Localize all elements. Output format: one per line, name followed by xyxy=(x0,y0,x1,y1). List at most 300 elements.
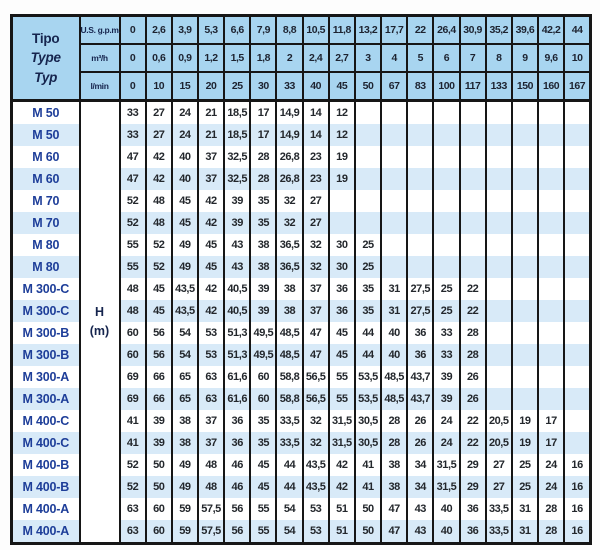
flow-value-cell: 50 xyxy=(355,72,381,101)
flow-value-cell: 3,9 xyxy=(172,16,198,45)
head-value-cell xyxy=(407,234,433,256)
flow-value-cell: 2 xyxy=(276,44,302,72)
head-value-cell xyxy=(381,190,407,212)
head-value-cell: 48,5 xyxy=(381,388,407,410)
head-value-cell: 55 xyxy=(329,366,355,388)
head-value-cell xyxy=(512,388,538,410)
head-value-cell xyxy=(538,212,564,234)
head-value-cell: 14,9 xyxy=(276,101,302,125)
head-value-cell: 55 xyxy=(250,498,276,520)
head-value-cell: 54 xyxy=(172,322,198,344)
head-value-cell xyxy=(460,212,486,234)
head-value-cell xyxy=(381,234,407,256)
flow-value-cell: 10,5 xyxy=(303,16,329,45)
head-value-cell xyxy=(564,256,590,278)
head-value-cell xyxy=(486,146,512,168)
head-value-cell: 58,8 xyxy=(276,388,302,410)
head-value-cell: 61,6 xyxy=(224,366,250,388)
head-value-cell: 24 xyxy=(172,101,198,125)
head-value-cell: 59 xyxy=(172,498,198,520)
head-value-cell: 41 xyxy=(355,476,381,498)
head-value-cell: 50 xyxy=(146,476,172,498)
head-value-cell xyxy=(486,190,512,212)
head-value-cell: 35 xyxy=(250,410,276,432)
head-value-cell xyxy=(512,256,538,278)
head-value-cell: 53 xyxy=(303,498,329,520)
head-value-cell: 47 xyxy=(120,168,146,190)
head-value-cell: 44 xyxy=(276,454,302,476)
head-value-cell: 16 xyxy=(564,454,590,476)
unit-label-m3h: m³/h xyxy=(80,44,120,72)
head-axis-unit: (m) xyxy=(89,324,110,338)
head-value-cell: 32 xyxy=(303,410,329,432)
head-value-cell: 30,5 xyxy=(355,432,381,454)
flow-value-cell: 150 xyxy=(512,72,538,101)
head-value-cell: 52 xyxy=(146,234,172,256)
head-value-cell: 33 xyxy=(433,344,459,366)
pump-performance-table xyxy=(10,14,592,545)
model-name-cell: M 400-C xyxy=(12,410,80,432)
head-value-cell xyxy=(564,366,590,388)
head-value-cell: 26 xyxy=(407,410,433,432)
head-value-cell xyxy=(538,101,564,125)
head-value-cell xyxy=(512,212,538,234)
head-value-cell: 56 xyxy=(146,344,172,366)
head-value-cell xyxy=(512,366,538,388)
head-value-cell: 44 xyxy=(276,476,302,498)
head-value-cell: 31 xyxy=(381,278,407,300)
head-value-cell xyxy=(512,234,538,256)
head-value-cell: 24 xyxy=(538,476,564,498)
head-value-cell: 17 xyxy=(250,124,276,146)
head-value-cell xyxy=(564,410,590,432)
head-value-cell: 30,5 xyxy=(355,410,381,432)
head-value-cell xyxy=(433,168,459,190)
head-value-cell: 36 xyxy=(460,520,486,544)
head-value-cell: 69 xyxy=(120,388,146,410)
head-value-cell: 37 xyxy=(198,410,224,432)
head-value-cell: 69 xyxy=(120,366,146,388)
head-value-cell: 12 xyxy=(329,124,355,146)
head-value-cell: 56 xyxy=(146,322,172,344)
head-value-cell xyxy=(407,124,433,146)
head-value-cell: 28 xyxy=(250,168,276,190)
head-value-cell: 35 xyxy=(355,300,381,322)
head-value-cell: 58,8 xyxy=(276,366,302,388)
head-value-cell: 43,5 xyxy=(303,476,329,498)
head-value-cell xyxy=(512,278,538,300)
head-value-cell: 53 xyxy=(198,322,224,344)
head-value-cell: 23 xyxy=(303,168,329,190)
head-value-cell xyxy=(433,146,459,168)
head-value-cell: 19 xyxy=(329,146,355,168)
head-value-cell: 48 xyxy=(120,278,146,300)
head-value-cell: 43,5 xyxy=(172,300,198,322)
head-value-cell: 48 xyxy=(198,476,224,498)
flow-value-cell: 2,7 xyxy=(329,44,355,72)
head-value-cell: 47 xyxy=(381,520,407,544)
head-value-cell: 27 xyxy=(146,124,172,146)
head-value-cell: 56 xyxy=(224,520,250,544)
head-value-cell: 54 xyxy=(276,520,302,544)
flow-value-cell: 1,5 xyxy=(224,44,250,72)
head-value-cell xyxy=(433,212,459,234)
head-value-cell: 31 xyxy=(512,498,538,520)
head-value-cell: 45 xyxy=(198,234,224,256)
head-value-cell: 42 xyxy=(198,190,224,212)
head-value-cell: 27 xyxy=(303,212,329,234)
head-value-cell: 17 xyxy=(250,101,276,125)
head-value-cell: 42 xyxy=(329,476,355,498)
head-value-cell: 32 xyxy=(276,212,302,234)
flow-value-cell: 39,6 xyxy=(512,16,538,45)
head-value-cell: 65 xyxy=(172,366,198,388)
head-value-cell: 52 xyxy=(120,212,146,234)
head-value-cell: 40 xyxy=(172,168,198,190)
head-value-cell: 39 xyxy=(433,366,459,388)
head-value-cell: 25 xyxy=(433,300,459,322)
head-meters-axis-cell xyxy=(80,101,120,544)
head-value-cell: 39 xyxy=(433,388,459,410)
head-value-cell xyxy=(381,212,407,234)
head-value-cell: 14 xyxy=(303,124,329,146)
head-value-cell: 33 xyxy=(120,124,146,146)
flow-value-cell: 133 xyxy=(486,72,512,101)
head-value-cell: 60 xyxy=(250,388,276,410)
head-value-cell: 36 xyxy=(224,432,250,454)
head-value-cell: 19 xyxy=(512,410,538,432)
head-value-cell: 45 xyxy=(198,256,224,278)
head-value-cell: 28 xyxy=(460,322,486,344)
head-value-cell: 31,5 xyxy=(329,410,355,432)
head-value-cell xyxy=(512,124,538,146)
head-value-cell: 42 xyxy=(198,278,224,300)
head-value-cell: 36 xyxy=(329,300,355,322)
head-value-cell xyxy=(460,168,486,190)
head-value-cell: 49,5 xyxy=(250,344,276,366)
head-value-cell xyxy=(407,168,433,190)
head-value-cell: 31,5 xyxy=(433,454,459,476)
head-value-cell: 59 xyxy=(172,520,198,544)
head-value-cell: 51,3 xyxy=(224,322,250,344)
flow-value-cell: 30 xyxy=(250,72,276,101)
head-value-cell: 37 xyxy=(303,278,329,300)
head-value-cell: 28 xyxy=(381,432,407,454)
head-value-cell: 40,5 xyxy=(224,278,250,300)
head-value-cell: 52 xyxy=(120,190,146,212)
flow-value-cell: 8 xyxy=(486,44,512,72)
head-value-cell: 48,5 xyxy=(276,322,302,344)
lmin-header-row xyxy=(12,72,591,101)
head-value-cell: 53 xyxy=(303,520,329,544)
head-value-cell xyxy=(564,234,590,256)
head-value-cell: 35 xyxy=(355,278,381,300)
head-value-cell: 37 xyxy=(198,146,224,168)
head-value-cell: 38 xyxy=(276,300,302,322)
head-value-cell: 48 xyxy=(198,454,224,476)
head-axis-label: H xyxy=(94,305,105,320)
flow-value-cell: 7,9 xyxy=(250,16,276,45)
head-value-cell: 39 xyxy=(224,212,250,234)
flow-value-cell: 0 xyxy=(120,72,146,101)
flow-value-cell: 44 xyxy=(564,16,590,45)
tipo-label: Tipo xyxy=(32,30,60,46)
head-value-cell xyxy=(486,278,512,300)
head-value-cell xyxy=(564,101,590,125)
head-value-cell: 20,5 xyxy=(486,410,512,432)
flow-value-cell: 13,2 xyxy=(355,16,381,45)
head-value-cell: 36 xyxy=(407,344,433,366)
head-value-cell: 26,8 xyxy=(276,168,302,190)
head-value-cell xyxy=(460,124,486,146)
head-value-cell: 33 xyxy=(433,322,459,344)
head-value-cell: 22 xyxy=(460,410,486,432)
head-value-cell: 25 xyxy=(355,234,381,256)
head-value-cell xyxy=(538,146,564,168)
model-name-cell: M 70 xyxy=(12,212,80,234)
head-value-cell: 42 xyxy=(146,146,172,168)
head-value-cell: 47 xyxy=(120,146,146,168)
model-name-cell: M 300-A xyxy=(12,388,80,410)
head-value-cell xyxy=(486,234,512,256)
head-value-cell xyxy=(381,256,407,278)
head-value-cell xyxy=(564,432,590,454)
head-value-cell: 26 xyxy=(407,432,433,454)
head-value-cell xyxy=(512,101,538,125)
head-value-cell: 55 xyxy=(120,256,146,278)
head-value-cell: 21 xyxy=(198,124,224,146)
head-value-cell: 43,7 xyxy=(407,388,433,410)
head-value-cell: 57,5 xyxy=(198,520,224,544)
model-name-cell: M 400-A xyxy=(12,498,80,520)
flow-value-cell: 9 xyxy=(512,44,538,72)
head-value-cell: 40 xyxy=(172,146,198,168)
head-value-cell: 16 xyxy=(564,498,590,520)
flow-value-cell: 11,8 xyxy=(329,16,355,45)
head-value-cell: 32 xyxy=(303,432,329,454)
flow-value-cell: 83 xyxy=(407,72,433,101)
head-value-cell: 56,5 xyxy=(303,366,329,388)
head-value-cell xyxy=(355,101,381,125)
head-value-cell xyxy=(407,146,433,168)
head-value-cell: 49,5 xyxy=(250,322,276,344)
head-value-cell xyxy=(355,146,381,168)
head-value-cell: 47 xyxy=(303,344,329,366)
head-value-cell xyxy=(538,190,564,212)
flow-value-cell: 17,7 xyxy=(381,16,407,45)
model-name-cell: M 400-C xyxy=(12,432,80,454)
head-value-cell: 16 xyxy=(564,476,590,498)
model-name-cell: M 400-A xyxy=(12,520,80,544)
head-value-cell: 36 xyxy=(407,322,433,344)
head-value-cell: 41 xyxy=(355,454,381,476)
head-value-cell: 55 xyxy=(250,520,276,544)
head-value-cell: 45 xyxy=(146,300,172,322)
head-value-cell: 25 xyxy=(512,454,538,476)
head-value-cell: 38 xyxy=(172,410,198,432)
flow-value-cell: 117 xyxy=(460,72,486,101)
head-value-cell: 28 xyxy=(538,520,564,544)
flow-value-cell: 5 xyxy=(407,44,433,72)
head-value-cell xyxy=(512,344,538,366)
head-value-cell xyxy=(433,234,459,256)
head-value-cell xyxy=(433,101,459,125)
head-value-cell: 38 xyxy=(381,476,407,498)
type-label: Type xyxy=(30,50,61,66)
head-value-cell: 31,5 xyxy=(329,432,355,454)
head-value-cell: 47 xyxy=(303,322,329,344)
flow-rate-header xyxy=(12,16,591,101)
head-value-cell xyxy=(433,256,459,278)
head-value-cell: 65 xyxy=(172,388,198,410)
head-value-cell: 38 xyxy=(172,432,198,454)
head-value-cell: 24 xyxy=(172,124,198,146)
head-value-cell: 52 xyxy=(146,256,172,278)
head-value-cell xyxy=(564,300,590,322)
flow-value-cell: 45 xyxy=(329,72,355,101)
head-value-cell: 17 xyxy=(538,410,564,432)
head-value-cell: 37 xyxy=(303,300,329,322)
head-values-body xyxy=(12,101,591,544)
head-value-cell xyxy=(538,344,564,366)
head-value-cell xyxy=(538,322,564,344)
model-name-cell: M 300-B xyxy=(12,344,80,366)
m3h-header-row xyxy=(12,44,591,72)
flow-value-cell: 20 xyxy=(198,72,224,101)
head-value-cell: 40 xyxy=(433,498,459,520)
head-value-cell: 33 xyxy=(120,101,146,125)
flow-value-cell: 2,6 xyxy=(146,16,172,45)
head-value-cell: 22 xyxy=(460,432,486,454)
head-value-cell: 52 xyxy=(120,454,146,476)
head-value-cell: 53,5 xyxy=(355,366,381,388)
head-value-cell: 31 xyxy=(381,300,407,322)
flow-value-cell: 0 xyxy=(120,44,146,72)
head-value-cell: 37 xyxy=(198,432,224,454)
head-value-cell: 54 xyxy=(172,344,198,366)
head-value-cell xyxy=(407,256,433,278)
head-value-cell: 46 xyxy=(224,476,250,498)
head-value-cell: 39 xyxy=(250,300,276,322)
head-value-cell: 35 xyxy=(250,212,276,234)
head-value-cell: 45 xyxy=(172,212,198,234)
head-value-cell: 17 xyxy=(538,432,564,454)
head-value-cell xyxy=(512,168,538,190)
head-value-cell: 36 xyxy=(224,410,250,432)
head-value-cell xyxy=(355,168,381,190)
model-name-cell: M 60 xyxy=(12,146,80,168)
model-name-cell: M 400-B xyxy=(12,454,80,476)
head-value-cell: 36 xyxy=(460,498,486,520)
head-value-cell: 36,5 xyxy=(276,256,302,278)
head-value-cell: 28 xyxy=(250,146,276,168)
flow-value-cell: 4 xyxy=(381,44,407,72)
head-value-cell: 51 xyxy=(329,498,355,520)
head-value-cell: 50 xyxy=(146,454,172,476)
head-value-cell xyxy=(355,124,381,146)
head-value-cell: 45 xyxy=(146,278,172,300)
head-value-cell xyxy=(486,168,512,190)
head-value-cell: 48,5 xyxy=(381,366,407,388)
flow-value-cell: 9,6 xyxy=(538,44,564,72)
head-value-cell: 66 xyxy=(146,388,172,410)
head-value-cell: 43,7 xyxy=(407,366,433,388)
flow-value-cell: 160 xyxy=(538,72,564,101)
model-name-cell: M 80 xyxy=(12,256,80,278)
flow-value-cell: 100 xyxy=(433,72,459,101)
head-value-cell: 33,5 xyxy=(276,432,302,454)
head-value-cell: 56 xyxy=(224,498,250,520)
model-name-cell: M 300-A xyxy=(12,366,80,388)
head-value-cell: 49 xyxy=(172,256,198,278)
head-value-cell: 19 xyxy=(512,432,538,454)
head-value-cell: 41 xyxy=(120,410,146,432)
head-value-cell xyxy=(486,366,512,388)
head-value-cell: 32 xyxy=(303,256,329,278)
head-value-cell: 27 xyxy=(486,476,512,498)
head-value-cell xyxy=(355,190,381,212)
head-value-cell: 43 xyxy=(224,234,250,256)
head-value-cell: 29 xyxy=(460,476,486,498)
head-value-cell xyxy=(538,234,564,256)
head-value-cell: 38 xyxy=(276,278,302,300)
head-value-cell: 14,9 xyxy=(276,124,302,146)
head-value-cell: 60 xyxy=(120,322,146,344)
flow-value-cell: 33 xyxy=(276,72,302,101)
model-name-cell: M 50 xyxy=(12,124,80,146)
head-value-cell: 47 xyxy=(381,498,407,520)
head-value-cell: 39 xyxy=(224,190,250,212)
head-value-cell xyxy=(538,256,564,278)
head-value-cell: 45 xyxy=(250,476,276,498)
head-value-cell: 66 xyxy=(146,366,172,388)
head-value-cell: 22 xyxy=(460,278,486,300)
flow-value-cell: 22 xyxy=(407,16,433,45)
head-value-cell: 36,5 xyxy=(276,234,302,256)
head-value-cell: 23 xyxy=(303,146,329,168)
head-value-cell xyxy=(564,388,590,410)
head-value-cell: 33,5 xyxy=(486,498,512,520)
head-value-cell: 14 xyxy=(303,101,329,125)
head-value-cell xyxy=(486,124,512,146)
head-value-cell: 63 xyxy=(120,498,146,520)
flow-value-cell: 10 xyxy=(146,72,172,101)
head-value-cell: 38 xyxy=(250,256,276,278)
head-value-cell: 61,6 xyxy=(224,388,250,410)
head-value-cell: 44 xyxy=(355,344,381,366)
head-value-cell: 44 xyxy=(355,322,381,344)
head-value-cell: 46 xyxy=(224,454,250,476)
head-value-cell: 60 xyxy=(146,520,172,544)
flow-value-cell: 30,9 xyxy=(460,16,486,45)
head-value-cell: 31 xyxy=(512,520,538,544)
head-value-cell: 30 xyxy=(329,256,355,278)
head-value-cell: 20,5 xyxy=(486,432,512,454)
head-value-cell xyxy=(460,146,486,168)
head-value-cell xyxy=(486,344,512,366)
head-value-cell: 32 xyxy=(276,190,302,212)
head-value-cell: 34 xyxy=(407,476,433,498)
head-value-cell: 52 xyxy=(120,476,146,498)
head-value-cell: 22 xyxy=(460,300,486,322)
head-value-cell: 35 xyxy=(250,190,276,212)
model-name-cell: M 300-C xyxy=(12,278,80,300)
head-value-cell: 51 xyxy=(329,520,355,544)
head-value-cell xyxy=(538,278,564,300)
flow-value-cell: 0,6 xyxy=(146,44,172,72)
head-value-cell: 51,3 xyxy=(224,344,250,366)
flow-value-cell: 15 xyxy=(172,72,198,101)
